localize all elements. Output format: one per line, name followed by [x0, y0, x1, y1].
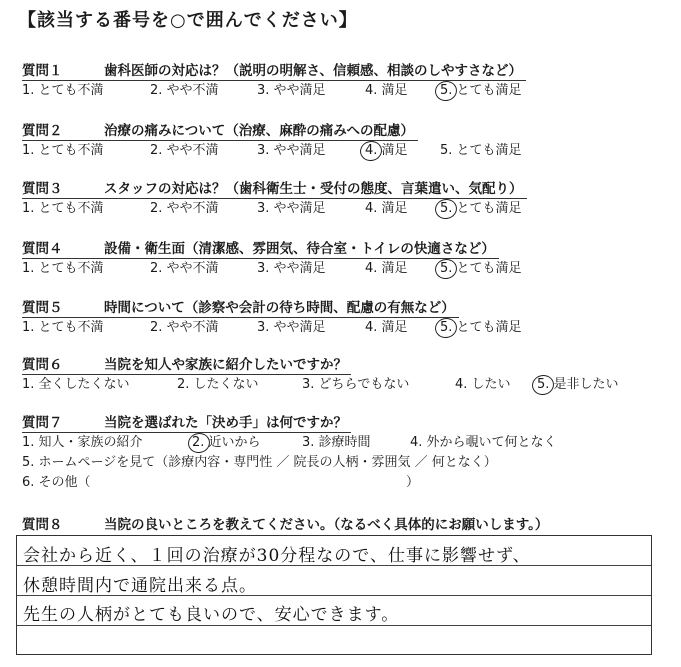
q2-option-4[interactable]: 4. 満足 [365, 141, 408, 161]
q6-option-1[interactable]: 1. 全くしたくない [22, 377, 130, 392]
q7-option-2[interactable]: 2. 近いから [192, 433, 261, 453]
q4-option-3[interactable]: 3. やや満足 [257, 261, 326, 276]
survey-header: 【該当する番号を○で囲んでください】 [18, 10, 358, 31]
question-title: 時間について（診察や会計の待ち時間、配慮の有無など） [104, 300, 455, 316]
q6-option-2[interactable]: 2. したくない [177, 377, 259, 392]
question-1 [22, 60, 662, 101]
question-8 [22, 514, 662, 534]
handwritten-line-1: 会社から近く、１回の治療が30分程なので、仕事に影響せず、 [23, 546, 531, 566]
q7-row-1 [22, 433, 662, 453]
q2-option-2[interactable]: 2. やや不満 [150, 143, 219, 158]
q5-option-3[interactable]: 3. やや満足 [257, 320, 326, 335]
q7-option-4[interactable]: 4. 外から覗いて何となく [410, 435, 557, 450]
q3-option-2[interactable]: 2. やや不満 [150, 201, 219, 216]
options-row [22, 259, 662, 279]
question-number: 質問４ [22, 241, 63, 257]
question-title: 当院の良いところを教えてください。（なるべく具体的にお願いします。） [104, 517, 549, 533]
q3-option-3[interactable]: 3. やや満足 [257, 201, 326, 216]
question-4 [22, 238, 662, 279]
free-answer-box[interactable] [16, 535, 652, 655]
question-number: 質問１ [22, 63, 63, 79]
question-number: 質問７ [22, 415, 63, 431]
handwritten-line-2: 休憩時間内で通院出来る点。 [23, 576, 257, 596]
q7-option-3[interactable]: 3. 診療時間 [302, 435, 371, 450]
handwritten-line-3: 先生の人柄がとても良いので、安心できます。 [23, 605, 400, 625]
q7-option-6[interactable]: 6. その他（ [22, 475, 91, 490]
q1-option-1[interactable]: 1. とても不満 [22, 83, 104, 98]
question-number: 質問８ [22, 517, 63, 533]
question-title: スタッフの対応は？（歯科衛生士・受付の態度、言葉遣い、気配り） [104, 181, 523, 197]
question-3 [22, 178, 662, 219]
q7-option-1[interactable]: 1. 知人・家族の紹介 [22, 435, 143, 450]
question-5 [22, 297, 662, 338]
question-number: 質問５ [22, 300, 63, 316]
question-number: 質問２ [22, 123, 63, 139]
q7-option-6-close: ） [406, 475, 420, 490]
q7-row-2 [22, 453, 662, 473]
q6-option-3[interactable]: 3. どちらでもない [302, 377, 410, 392]
options-row [22, 141, 662, 161]
q7-option-5[interactable]: 5. ホームページを見て（診療内容・専門性 ／ 院長の人柄・雰囲気 ／ 何となく） [22, 455, 497, 470]
q4-option-1[interactable]: 1. とても不満 [22, 261, 104, 276]
q1-option-2[interactable]: 2. やや不満 [150, 83, 219, 98]
q3-option-4[interactable]: 4. 満足 [365, 201, 408, 216]
options-row [22, 199, 662, 219]
q2-option-3[interactable]: 3. やや満足 [257, 143, 326, 158]
q1-option-3[interactable]: 3. やや満足 [257, 83, 326, 98]
options-row [22, 375, 662, 395]
q4-option-4[interactable]: 4. 満足 [365, 261, 408, 276]
question-number: 質問３ [22, 181, 63, 197]
question-7 [22, 412, 662, 493]
q3-option-5[interactable]: 5. とても満足 [440, 199, 522, 219]
options-row [22, 318, 662, 338]
answer-line [17, 625, 651, 626]
question-title: 当院を選ばれた「決め手」は何ですか？ [104, 415, 347, 431]
q6-option-4[interactable]: 4. したい [455, 377, 511, 392]
question-2 [22, 120, 662, 161]
q6-option-5[interactable]: 5. 是非したい [537, 375, 619, 395]
q3-option-1[interactable]: 1. とても不満 [22, 201, 104, 216]
q1-option-5[interactable]: 5. とても満足 [440, 81, 522, 101]
q4-option-2[interactable]: 2. やや不満 [150, 261, 219, 276]
question-6 [22, 354, 662, 395]
question-number: 質問６ [22, 357, 63, 373]
question-title: 設備・衛生面（清潔感、雰囲気、待合室・トイレの快適さなど） [104, 241, 495, 257]
question-title: 治療の痛みについて（治療、麻酔の痛みへの配慮） [104, 123, 414, 139]
question-title: 歯科医師の対応は？（説明の明解さ、信頼感、相談のしやすさなど） [104, 63, 522, 79]
q2-option-1[interactable]: 1. とても不満 [22, 143, 104, 158]
q5-option-2[interactable]: 2. やや不満 [150, 320, 219, 335]
q5-option-1[interactable]: 1. とても不満 [22, 320, 104, 335]
q7-row-3 [22, 473, 662, 493]
q1-option-4[interactable]: 4. 満足 [365, 83, 408, 98]
q5-option-5[interactable]: 5. とても満足 [440, 318, 522, 338]
question-title: 当院を知人や家族に紹介したいですか？ [104, 357, 347, 373]
q2-option-5[interactable]: 5. とても満足 [440, 143, 522, 158]
options-row [22, 81, 662, 101]
q5-option-4[interactable]: 4. 満足 [365, 320, 408, 335]
q4-option-5[interactable]: 5. とても満足 [440, 259, 522, 279]
